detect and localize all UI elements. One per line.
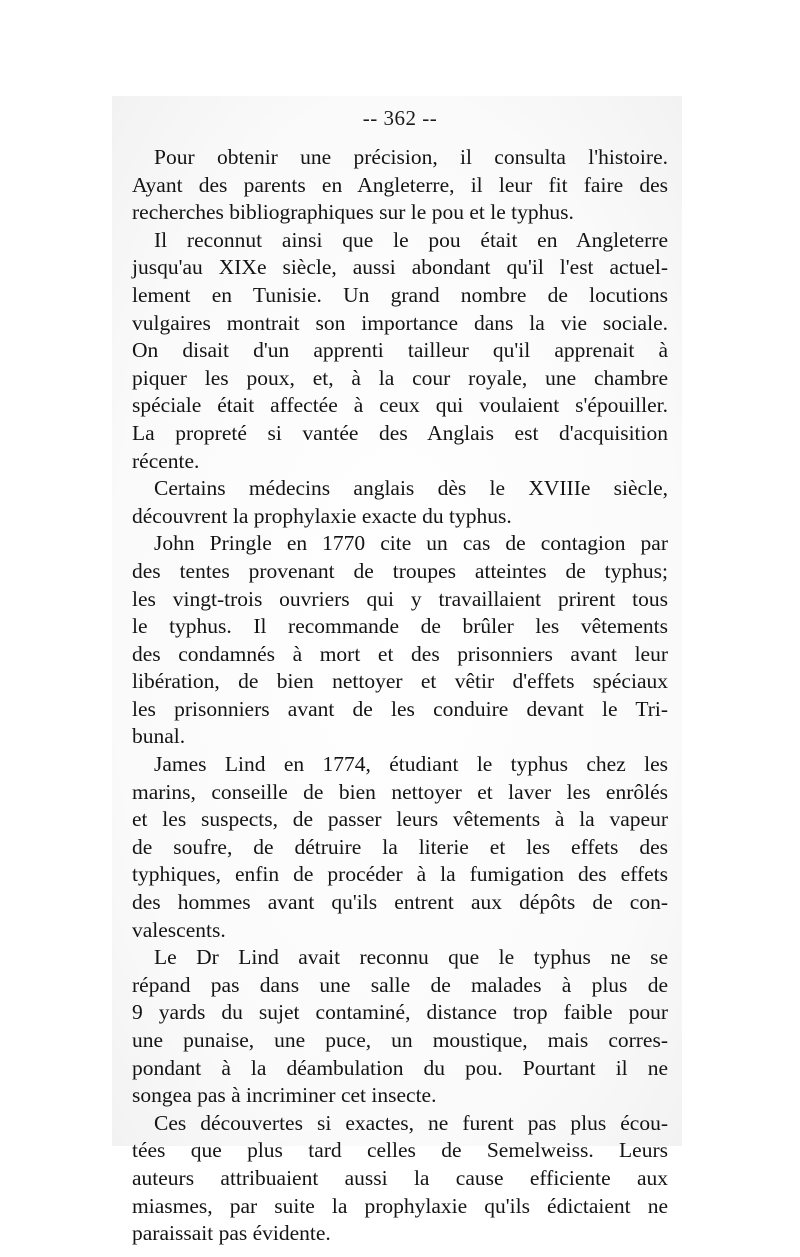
text-line: valescents. — [132, 917, 226, 942]
text-line: Pour obtenir une précision, il consulta l'histoire. — [154, 145, 668, 169]
text-line: répand pas dans une salle de malades à plus de — [132, 972, 668, 997]
text-line: John Pringle en 1770 cite un cas de contagion par — [154, 531, 668, 556]
text-line: On disait d'un apprenti tailleur qu'il apprenait à — [132, 338, 668, 363]
text-line: Ayant des parents en Angleterre, il leur fit faire des — [132, 172, 668, 197]
text-line: et les suspects, de passer leurs vêtements à la vapeur — [132, 807, 668, 832]
page-number: -- 362 -- — [362, 106, 438, 130]
text-line: des tentes provenant de troupes atteintes de typhus; — [132, 558, 668, 583]
text-line: les vingt-trois ouvriers qui y travaillaient prirent tous — [132, 586, 668, 611]
text-line: découvrent la prophylaxie exacte du typhus. — [132, 503, 512, 528]
text-line: songea pas à incriminer cet insecte. — [132, 1083, 437, 1108]
text-line: des condamnés à mort et des prisonniers avant leur — [132, 641, 668, 666]
text-line: typhiques, enfin de procéder à la fumigation des effets — [132, 862, 668, 887]
text-line: lement en Tunisie. Un grand nombre de locutions — [132, 282, 668, 307]
text-line: James Lind en 1774, étudiant le typhus chez les — [154, 752, 668, 777]
text-line: Le Dr Lind avait reconnu que le typhus ne se — [154, 945, 668, 970]
text-line: jusqu'au XIXe siècle, aussi abondant qu'il l'est actuel- — [132, 255, 668, 280]
text-line: vulgaires montrait son importance dans la vie sociale. — [132, 310, 668, 335]
text-line: paraissait pas évidente. — [132, 1221, 331, 1246]
text-line: bunal. — [132, 724, 186, 749]
text-line: une punaise, une puce, un moustique, mais corres- — [132, 1028, 668, 1052]
text-line: pondant à la déambulation du pou. Pourtant il ne — [132, 1055, 668, 1080]
text-line: Certains médecins anglais dès le XVIIIe siècle, — [154, 476, 668, 501]
text-line: les prisonniers avant de les conduire devant le Tri- — [132, 696, 668, 721]
text-line: tées que plus tard celles de Semelweiss. Leurs — [132, 1138, 668, 1163]
text-line: récente. — [132, 448, 200, 473]
text-line: spéciale était affectée à ceux qui voulaient s'épouiller. — [132, 393, 668, 418]
text-line: recherches bibliographiques sur le pou et le typhus. — [132, 200, 574, 225]
text-line: piquer les poux, et, à la cour royale, une chambre — [132, 365, 668, 390]
text-line: de soufre, de détruire la literie et les effets des — [132, 834, 668, 859]
text-line: La propreté si vantée des Anglais est d'acquisition — [132, 420, 668, 445]
text-line: miasmes, par suite la prophylaxie qu'ils édictaient ne — [132, 1193, 668, 1218]
text-line: des hommes avant qu'ils entrent aux dépôts de con- — [132, 890, 668, 915]
text-line: Il reconnut ainsi que le pou était en Angleterre — [154, 227, 668, 252]
text-line: marins, conseille de bien nettoyer et laver les enrôlés — [132, 779, 668, 804]
text-line: le typhus. Il recommande de brûler les vêtements — [132, 614, 668, 639]
text-line: 9 yards du sujet contaminé, distance trop faible pour — [132, 1000, 668, 1025]
body-text — [132, 144, 668, 1248]
text-line: Ces découvertes si exactes, ne furent pas plus écou- — [154, 1110, 668, 1135]
text-line: auteurs attribuaient aussi la cause efficiente aux — [132, 1165, 668, 1190]
text-line: libération, de bien nettoyer et vêtir d'effets spéciaux — [132, 669, 668, 694]
